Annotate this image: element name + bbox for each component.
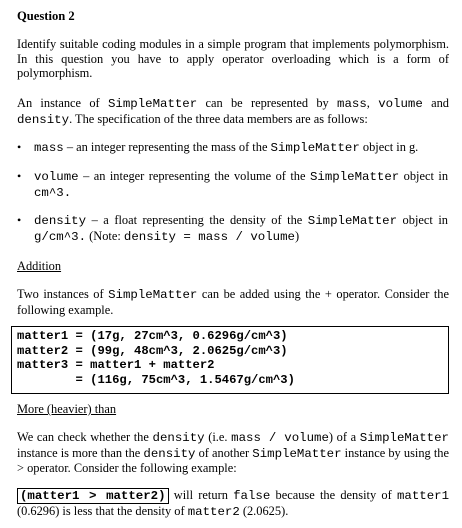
text: – a float representing the density of the xyxy=(86,213,308,227)
code-density: density xyxy=(143,446,196,461)
text: of another xyxy=(195,445,253,460)
final-paragraph xyxy=(17,488,449,519)
code-comparison-box: (matter1 > matter2) xyxy=(17,488,169,504)
bullet-icon: • xyxy=(17,213,22,227)
code-formula: density = mass / volume xyxy=(123,229,295,244)
code-matter1: matter1 xyxy=(396,489,450,503)
text: Two instances of xyxy=(17,287,109,301)
bullet-mass xyxy=(34,140,448,156)
text: (0.6296) is less that the density of xyxy=(17,503,188,518)
code-unit: g/cm^3. xyxy=(34,229,87,244)
question-title: Question 2 xyxy=(17,9,75,23)
code-simplematter: SimpleMatter xyxy=(307,214,398,228)
code-density: density xyxy=(34,214,87,228)
code-volume: volume xyxy=(378,97,423,111)
code-example-box xyxy=(11,326,449,394)
instance-paragraph xyxy=(17,96,449,127)
code-false: false xyxy=(233,489,271,503)
bullet-density xyxy=(34,213,448,244)
code-line: matter1 = (17g, 27cm^3, 0.6296g/cm^3) xyxy=(17,329,288,343)
code-simplematter: SimpleMatter xyxy=(359,431,449,445)
bullet-volume xyxy=(34,169,448,200)
text: because the density of xyxy=(270,488,397,502)
more-heading: More (heavier) than xyxy=(17,402,117,416)
text: object in xyxy=(399,169,449,183)
text: (Note: xyxy=(86,228,124,243)
code-mass: mass xyxy=(34,141,64,155)
text: . The specification of the three data members are as follows: xyxy=(69,111,368,126)
text: We can check whether the xyxy=(17,430,153,444)
code-simplematter: SimpleMatter xyxy=(108,288,198,302)
text: can be represented by xyxy=(197,96,338,110)
code-density: density xyxy=(17,112,70,127)
code-simplematter: SimpleMatter xyxy=(309,170,400,184)
text: and xyxy=(422,96,449,110)
text: object in xyxy=(397,213,448,227)
text: instance by using the > operator. Consider the following example: xyxy=(17,445,449,476)
code-formula: mass / volume xyxy=(231,431,329,445)
text: (i.e. xyxy=(204,430,232,444)
code-simplematter: SimpleMatter xyxy=(270,141,360,155)
code-line: matter2 = (99g, 48cm^3, 2.0625g/cm^3) xyxy=(17,343,288,358)
code-density: density xyxy=(152,431,205,445)
code-unit: cm^3. xyxy=(34,185,72,200)
text: (2.0625). xyxy=(239,503,289,518)
text: ) of a xyxy=(328,430,360,444)
code-line: matter3 = matter1 + matter2 xyxy=(17,358,215,373)
code-simplematter: SimpleMatter xyxy=(107,97,198,111)
addition-heading: Addition xyxy=(17,259,62,273)
text: will return xyxy=(168,488,234,502)
code-mass: mass xyxy=(337,97,367,111)
more-paragraph xyxy=(17,430,449,476)
code-volume: volume xyxy=(34,170,79,184)
code-simplematter: SimpleMatter xyxy=(252,446,342,461)
intro-paragraph: Identify suitable coding modules in a simple program that implements polymorphism. In this question you have to apply operator overloading which is a form of polymorphism. xyxy=(17,37,449,81)
text: object in g. xyxy=(359,140,419,154)
addition-paragraph xyxy=(17,287,449,317)
text: instance is more than the xyxy=(17,445,144,460)
text: can be added using the + operator. Consider the following example. xyxy=(17,287,449,317)
code-matter2: matter2 xyxy=(187,504,240,519)
text: – an integer representing the volume of the xyxy=(78,169,310,183)
bullet-icon: • xyxy=(17,169,22,183)
text: , xyxy=(366,96,379,110)
text: ) xyxy=(294,228,300,243)
code-line: = (116g, 75cm^3, 1.5467g/cm^3) xyxy=(17,372,295,387)
text: An instance of xyxy=(17,96,108,110)
bullet-icon: • xyxy=(17,140,22,154)
text: – an integer representing the mass of the xyxy=(63,140,271,154)
